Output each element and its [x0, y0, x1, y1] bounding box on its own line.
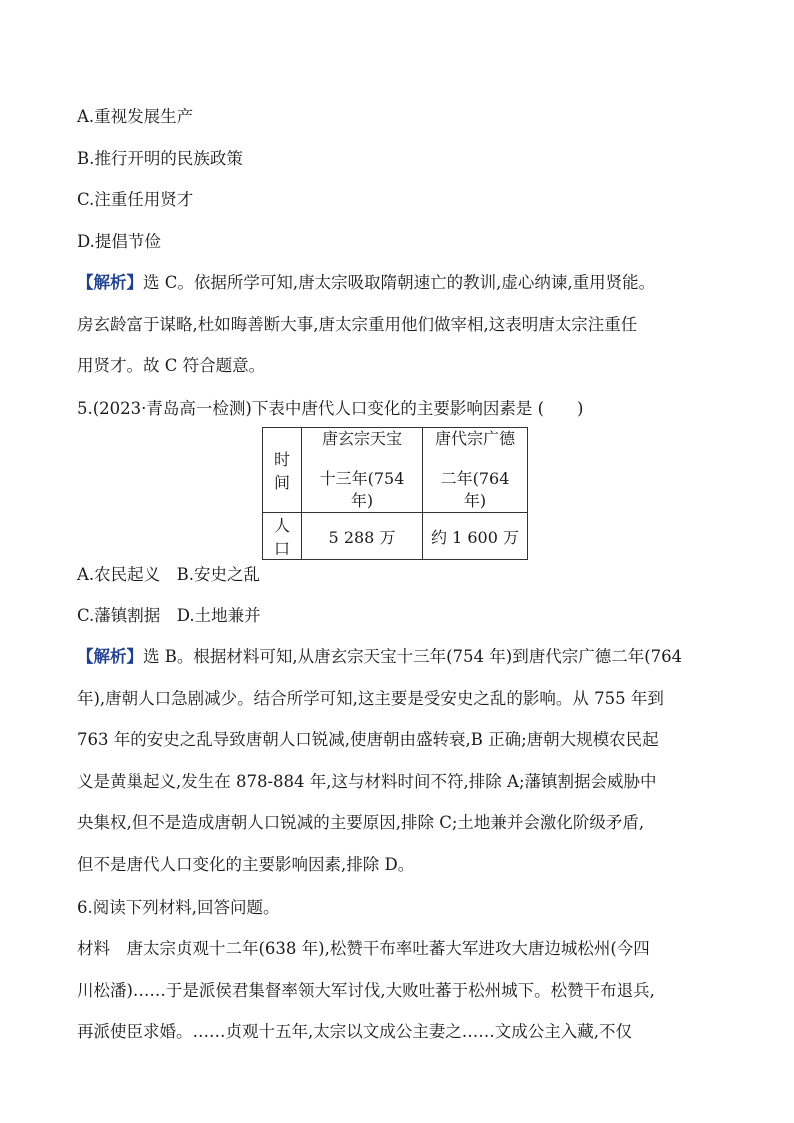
- q5-analysis: [77, 636, 727, 885]
- table-col-1-header: 唐玄宗天宝 十三年(754 年): [302, 428, 423, 513]
- q4-analysis-line-1: 【解析】选 C。依据所学可知,唐太宗吸取隋朝速亡的教训,虚心纳谏,重用贤能。: [77, 273, 656, 292]
- table-header-population: 人口: [263, 513, 302, 560]
- table-col-2-header: 唐代宗广德 二年(764 年): [423, 428, 528, 513]
- table-cell-pop-764: 约 1 600 万: [423, 513, 528, 560]
- table-cell-pop-754: 5 288 万: [302, 513, 423, 560]
- q5-analysis-line-4: 义是黄巢起义,发生在 878-884 年,这与材料时间不符,排除 A;藩镇割据会威胁中: [77, 771, 657, 791]
- q5-analysis-line-2: 年),唐朝人口急剧减少。结合所学可知,这主要是受安史之乱的影响。从 755 年到: [77, 688, 664, 708]
- q5-stem: 5.(2023·青岛高一检测)下表中唐代人口变化的主要影响因素是 ( ): [77, 399, 584, 418]
- q5-analysis-line-3: 763 年的安史之乱导致唐朝人口锐减,使唐朝由盛转衰,B 正确;唐朝大规模农民起: [77, 730, 659, 749]
- q4-analysis-line-3: 用贤才。故 C 符合题意。: [77, 356, 266, 375]
- q5-analysis-line-1: 【解析】选 B。根据材料可知,从唐玄宗天宝十三年(754 年)到唐代宗广德二年(764: [77, 647, 683, 666]
- q4-option-b: B.推行开明的民族政策: [77, 149, 243, 168]
- q4-option-c: C.注重任用贤才: [77, 190, 194, 209]
- q4-option-d: D.提倡节俭: [77, 232, 161, 251]
- q4-option-a: A.重视发展生产: [77, 107, 194, 126]
- q5-analysis-line-5: 央集权,但不是造成唐朝人口锐减的主要原因,排除 C;土地兼并会激化阶级矛盾,: [77, 813, 645, 832]
- table-header-time: 时间: [263, 428, 302, 513]
- q6-material-line-3: 再派使臣求婚。……贞观十五年,太宗以文成公主妻之……文成公主入藏,不仅: [77, 1022, 632, 1041]
- q5-options-row-1: A.农民起义 B.安史之乱: [77, 565, 261, 584]
- q4-analysis-line-2: 房玄龄富于谋略,杜如晦善断大事,唐太宗重用他们做宰相,这表明唐太宗注重任: [77, 314, 638, 334]
- q6-material: [77, 928, 727, 1053]
- analysis-label: 【解析】: [77, 647, 143, 666]
- analysis-label: 【解析】: [77, 273, 143, 292]
- q6-material-line-2: 川松潘)……于是派侯君集督率领大军讨伐,大败吐蕃于松州城下。松赞干布退兵,: [77, 980, 655, 1000]
- q4-analysis: [77, 262, 727, 387]
- q6-material-line-1: 材料 唐太宗贞观十二年(638 年),松赞干布率吐蕃大军进攻大唐边城松州(今四: [77, 939, 650, 958]
- q5-options-row-2: C.藩镇割据 D.土地兼并: [77, 606, 261, 625]
- population-table: [262, 427, 528, 560]
- q5-analysis-line-6: 但不是唐代人口变化的主要影响因素,排除 D。: [77, 854, 415, 874]
- q6-stem: 6.阅读下列材料,回答问题。: [77, 898, 280, 917]
